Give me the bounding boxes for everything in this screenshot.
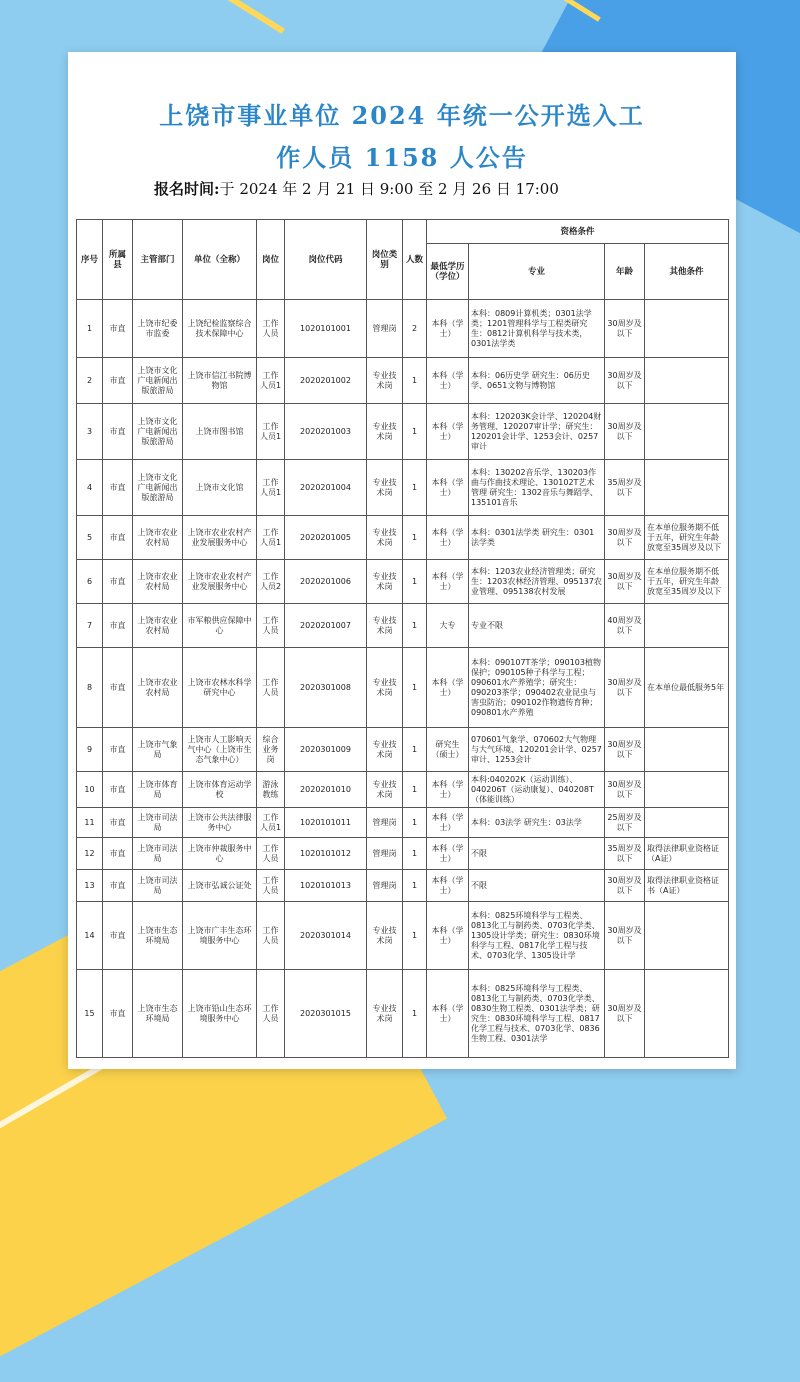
cell-other xyxy=(645,808,729,838)
cell-age: 30周岁及以下 xyxy=(605,300,645,358)
cell-education: 研究生（硕士） xyxy=(427,728,469,772)
cell-county: 市直 xyxy=(103,838,133,870)
cell-post: 工作人员 xyxy=(257,970,285,1058)
cell-seq: 13 xyxy=(77,870,103,902)
cell-dept: 上饶市司法局 xyxy=(133,808,183,838)
cell-unit: 上饶市铅山生态环境服务中心 xyxy=(183,970,257,1058)
cell-age: 30周岁及以下 xyxy=(605,516,645,560)
cell-seq: 3 xyxy=(77,404,103,460)
cell-code: 2020301009 xyxy=(285,728,367,772)
cell-dept: 上饶市农业农村局 xyxy=(133,516,183,560)
cell-dept: 上饶市文化广电新闻出版旅游局 xyxy=(133,358,183,404)
cell-category: 专业技术岗 xyxy=(367,358,403,404)
cell-category: 专业技术岗 xyxy=(367,404,403,460)
cell-education: 本科（学士） xyxy=(427,460,469,516)
cell-major: 本科：120203K会计学、120204财务管理、120207审计学；研究生：120201会计学、1253会计、0257审计 xyxy=(469,404,605,460)
cell-county: 市直 xyxy=(103,404,133,460)
cell-education: 本科（学士） xyxy=(427,870,469,902)
cell-count: 1 xyxy=(403,870,427,902)
cell-code: 2020201003 xyxy=(285,404,367,460)
cell-major: 不限 xyxy=(469,870,605,902)
cell-dept: 上饶市生态环境局 xyxy=(133,970,183,1058)
table-row xyxy=(77,902,729,970)
cell-major: 本科：06历史学 研究生：06历史学、0651文物与博物馆 xyxy=(469,358,605,404)
table-row xyxy=(77,404,729,460)
table-row xyxy=(77,300,729,358)
cell-major: 专业不限 xyxy=(469,604,605,648)
cell-code: 1020101001 xyxy=(285,300,367,358)
header-code: 岗位代码 xyxy=(285,220,367,300)
cell-category: 管理岗 xyxy=(367,808,403,838)
cell-category: 管理岗 xyxy=(367,300,403,358)
cell-education: 本科（学士） xyxy=(427,648,469,728)
cell-code: 2020201006 xyxy=(285,560,367,604)
cell-code: 2020301015 xyxy=(285,970,367,1058)
header-unit: 单位（全称） xyxy=(183,220,257,300)
cell-education: 本科（学士） xyxy=(427,300,469,358)
cell-dept: 上饶市气象局 xyxy=(133,728,183,772)
cell-age: 35周岁及以下 xyxy=(605,838,645,870)
cell-code: 2020201004 xyxy=(285,460,367,516)
cell-seq: 14 xyxy=(77,902,103,970)
cell-category: 专业技术岗 xyxy=(367,648,403,728)
cell-seq: 9 xyxy=(77,728,103,772)
cell-county: 市直 xyxy=(103,516,133,560)
cell-count: 1 xyxy=(403,728,427,772)
registration-time xyxy=(154,178,559,199)
cell-code: 2020201010 xyxy=(285,772,367,808)
cell-education: 本科（学士） xyxy=(427,838,469,870)
cell-seq: 10 xyxy=(77,772,103,808)
cell-category: 专业技术岗 xyxy=(367,772,403,808)
cell-post: 游泳教练 xyxy=(257,772,285,808)
cell-category: 管理岗 xyxy=(367,870,403,902)
cell-count: 1 xyxy=(403,560,427,604)
cell-category: 管理岗 xyxy=(367,838,403,870)
cell-post: 工作人员1 xyxy=(257,358,285,404)
cell-other xyxy=(645,460,729,516)
cell-post: 工作人员 xyxy=(257,838,285,870)
cell-age: 30周岁及以下 xyxy=(605,772,645,808)
cell-age: 30周岁及以下 xyxy=(605,728,645,772)
cell-age: 30周岁及以下 xyxy=(605,870,645,902)
header-qualifications: 资格条件 xyxy=(427,220,729,244)
cell-count: 1 xyxy=(403,460,427,516)
header-post: 岗位 xyxy=(257,220,285,300)
cell-other xyxy=(645,404,729,460)
cell-unit: 上饶市仲裁服务中心 xyxy=(183,838,257,870)
cell-unit: 上饶市弘诚公证处 xyxy=(183,870,257,902)
cell-post: 工作人员1 xyxy=(257,808,285,838)
cell-age: 30周岁及以下 xyxy=(605,404,645,460)
cell-age: 35周岁及以下 xyxy=(605,460,645,516)
cell-major: 本科：090107T茶学；090103植物保护；090105种子科学与工程；090601水产养殖学；研究生：090203茶学；090402农业昆虫与害虫防治；090102作物遗传育种；090801水产养殖 xyxy=(469,648,605,728)
cell-county: 市直 xyxy=(103,970,133,1058)
cell-category: 专业技术岗 xyxy=(367,728,403,772)
cell-unit: 上饶纪检监察综合技术保障中心 xyxy=(183,300,257,358)
cell-post: 工作人员 xyxy=(257,648,285,728)
cell-county: 市直 xyxy=(103,772,133,808)
cell-category: 专业技术岗 xyxy=(367,516,403,560)
cell-unit: 上饶市文化馆 xyxy=(183,460,257,516)
table-row xyxy=(77,772,729,808)
cell-education: 本科（学士） xyxy=(427,516,469,560)
cell-county: 市直 xyxy=(103,560,133,604)
cell-seq: 2 xyxy=(77,358,103,404)
cell-other: 取得法律职业资格证（A证） xyxy=(645,838,729,870)
cell-code: 2020201007 xyxy=(285,604,367,648)
table-row xyxy=(77,870,729,902)
cell-post: 工作人员2 xyxy=(257,560,285,604)
cell-major: 本科：1203农业经济管理类；研究生：1203农林经济管理、095137农业管理、095138农村发展 xyxy=(469,560,605,604)
cell-other: 在本单位服务期不低于五年，研究生年龄放宽至35周岁及以下 xyxy=(645,560,729,604)
header-category: 岗位类别 xyxy=(367,220,403,300)
cell-count: 1 xyxy=(403,358,427,404)
header-dept: 主管部门 xyxy=(133,220,183,300)
cell-code: 2020201005 xyxy=(285,516,367,560)
header-education: 最低学历（学位） xyxy=(427,244,469,300)
cell-county: 市直 xyxy=(103,300,133,358)
cell-post: 工作人员 xyxy=(257,300,285,358)
cell-count: 2 xyxy=(403,300,427,358)
cell-seq: 6 xyxy=(77,560,103,604)
cell-count: 1 xyxy=(403,516,427,560)
cell-other xyxy=(645,358,729,404)
cell-unit: 上饶市农业农村产业发展服务中心 xyxy=(183,560,257,604)
cell-major: 本科：0825环境科学与工程类、0813化工与制药类、0703化学类、0830生物工程类、0301法学类；研究生：0830环境科学与工程、0817化学工程与技术、0703化学、0836生物工程、0301法学 xyxy=(469,970,605,1058)
cell-post: 工作人员1 xyxy=(257,516,285,560)
header-county: 所属县 xyxy=(103,220,133,300)
cell-seq: 5 xyxy=(77,516,103,560)
cell-county: 市直 xyxy=(103,358,133,404)
cell-post: 工作人员1 xyxy=(257,404,285,460)
registration-value: 于 2024 年 2 月 21 日 9:00 至 2 月 26 日 17:00 xyxy=(219,180,559,198)
cell-unit: 上饶市公共法律服务中心 xyxy=(183,808,257,838)
cell-dept: 上饶市司法局 xyxy=(133,838,183,870)
cell-seq: 1 xyxy=(77,300,103,358)
cell-major: 本科:040202K（运动训练）、040206T（运动康复）、040208T（体能训练） xyxy=(469,772,605,808)
cell-other xyxy=(645,300,729,358)
cell-count: 1 xyxy=(403,838,427,870)
cell-count: 1 xyxy=(403,902,427,970)
cell-other xyxy=(645,728,729,772)
header-other: 其他条件 xyxy=(645,244,729,300)
cell-other xyxy=(645,772,729,808)
cell-age: 30周岁及以下 xyxy=(605,358,645,404)
cell-age: 40周岁及以下 xyxy=(605,604,645,648)
page-title-line2: 作人员 1158 人公告 xyxy=(276,143,528,172)
cell-seq: 8 xyxy=(77,648,103,728)
table-row xyxy=(77,838,729,870)
cell-code: 1020101012 xyxy=(285,838,367,870)
cell-other xyxy=(645,970,729,1058)
cell-other: 取得法律职业资格证书（A证） xyxy=(645,870,729,902)
cell-seq: 4 xyxy=(77,460,103,516)
cell-code: 1020101013 xyxy=(285,870,367,902)
cell-category: 专业技术岗 xyxy=(367,970,403,1058)
cell-major: 不限 xyxy=(469,838,605,870)
table-row xyxy=(77,516,729,560)
cell-county: 市直 xyxy=(103,728,133,772)
cell-county: 市直 xyxy=(103,604,133,648)
table-row xyxy=(77,808,729,838)
cell-age: 30周岁及以下 xyxy=(605,902,645,970)
cell-age: 30周岁及以下 xyxy=(605,970,645,1058)
cell-category: 专业技术岗 xyxy=(367,460,403,516)
cell-category: 专业技术岗 xyxy=(367,604,403,648)
document-page xyxy=(68,52,736,1069)
cell-county: 市直 xyxy=(103,648,133,728)
cell-dept: 上饶市纪委市监委 xyxy=(133,300,183,358)
cell-age: 25周岁及以下 xyxy=(605,808,645,838)
cell-unit: 上饶市信江书院博物馆 xyxy=(183,358,257,404)
cell-post: 工作人员 xyxy=(257,902,285,970)
header-age: 年龄 xyxy=(605,244,645,300)
cell-education: 本科（学士） xyxy=(427,902,469,970)
cell-major: 本科：0301法学类 研究生：0301法学类 xyxy=(469,516,605,560)
cell-county: 市直 xyxy=(103,902,133,970)
cell-age: 30周岁及以下 xyxy=(605,560,645,604)
positions-table xyxy=(76,219,729,1058)
registration-label: 报名时间: xyxy=(154,180,220,198)
cell-education: 本科（学士） xyxy=(427,404,469,460)
cell-county: 市直 xyxy=(103,870,133,902)
cell-other: 在本单位服务期不低于五年，研究生年龄放宽至35周岁及以下 xyxy=(645,516,729,560)
table-row xyxy=(77,358,729,404)
cell-education: 本科（学士） xyxy=(427,358,469,404)
cell-count: 1 xyxy=(403,772,427,808)
cell-seq: 12 xyxy=(77,838,103,870)
cell-education: 本科（学士） xyxy=(427,560,469,604)
cell-major: 本科：03法学 研究生：03法学 xyxy=(469,808,605,838)
header-seq: 序号 xyxy=(77,220,103,300)
cell-code: 2020301014 xyxy=(285,902,367,970)
cell-education: 本科（学士） xyxy=(427,808,469,838)
table-row xyxy=(77,648,729,728)
cell-code: 2020201002 xyxy=(285,358,367,404)
cell-dept: 上饶市生态环境局 xyxy=(133,902,183,970)
cell-category: 专业技术岗 xyxy=(367,560,403,604)
cell-dept: 上饶市农业农村局 xyxy=(133,604,183,648)
cell-code: 1020101011 xyxy=(285,808,367,838)
cell-unit: 上饶市图书馆 xyxy=(183,404,257,460)
cell-code: 2020301008 xyxy=(285,648,367,728)
cell-education: 本科（学士） xyxy=(427,772,469,808)
cell-count: 1 xyxy=(403,604,427,648)
cell-other: 在本单位最低服务5年 xyxy=(645,648,729,728)
cell-unit: 上饶市农林水科学研究中心 xyxy=(183,648,257,728)
cell-other xyxy=(645,604,729,648)
cell-dept: 上饶市农业农村局 xyxy=(133,648,183,728)
cell-county: 市直 xyxy=(103,808,133,838)
page-title-line1: 上饶市事业单位 2024 年统一公开选入工 xyxy=(159,101,645,130)
cell-dept: 上饶市农业农村局 xyxy=(133,560,183,604)
cell-post: 工作人员 xyxy=(257,870,285,902)
cell-post: 工作人员1 xyxy=(257,460,285,516)
header-major: 专业 xyxy=(469,244,605,300)
table-row xyxy=(77,728,729,772)
bg-line xyxy=(95,0,285,34)
cell-post: 工作人员 xyxy=(257,604,285,648)
header-count: 人数 xyxy=(403,220,427,300)
table-row xyxy=(77,560,729,604)
table-row xyxy=(77,970,729,1058)
cell-category: 专业技术岗 xyxy=(367,902,403,970)
cell-education: 大专 xyxy=(427,604,469,648)
cell-age: 30周岁及以下 xyxy=(605,648,645,728)
cell-major: 本科：130202音乐学、130203作曲与作曲技术理论、130102T艺术管理 研究生：1302音乐与舞蹈学、135101音乐 xyxy=(469,460,605,516)
cell-dept: 上饶市文化广电新闻出版旅游局 xyxy=(133,404,183,460)
table-row xyxy=(77,604,729,648)
cell-other xyxy=(645,902,729,970)
cell-unit: 上饶市体育运动学校 xyxy=(183,772,257,808)
cell-seq: 11 xyxy=(77,808,103,838)
cell-major: 070601气象学、070602大气物理与大气环境、120201会计学、0257审计、1253会计 xyxy=(469,728,605,772)
cell-count: 1 xyxy=(403,808,427,838)
table-row xyxy=(77,460,729,516)
cell-count: 1 xyxy=(403,404,427,460)
cell-unit: 市军粮供应保障中心 xyxy=(183,604,257,648)
cell-dept: 上饶市文化广电新闻出版旅游局 xyxy=(133,460,183,516)
cell-post: 综合业务岗 xyxy=(257,728,285,772)
cell-major: 本科：0809计算机类；0301法学类；1201管理科学与工程类研究生：0812计算机科学与技术类，0301法学类 xyxy=(469,300,605,358)
cell-unit: 上饶市广丰生态环境服务中心 xyxy=(183,902,257,970)
cell-count: 1 xyxy=(403,970,427,1058)
cell-unit: 上饶市农业农村产业发展服务中心 xyxy=(183,516,257,560)
cell-count: 1 xyxy=(403,648,427,728)
cell-dept: 上饶市体育局 xyxy=(133,772,183,808)
cell-major: 本科：0825环境科学与工程类、0813化工与制药类、0703化学类、1305设计学类；研究生：0830环境科学与工程、0817化学工程与技术、0703化学、1305设计学 xyxy=(469,902,605,970)
cell-dept: 上饶市司法局 xyxy=(133,870,183,902)
cell-education: 本科（学士） xyxy=(427,970,469,1058)
cell-seq: 15 xyxy=(77,970,103,1058)
cell-unit: 上饶市人工影响天气中心（上饶市生态气象中心） xyxy=(183,728,257,772)
cell-county: 市直 xyxy=(103,460,133,516)
cell-seq: 7 xyxy=(77,604,103,648)
